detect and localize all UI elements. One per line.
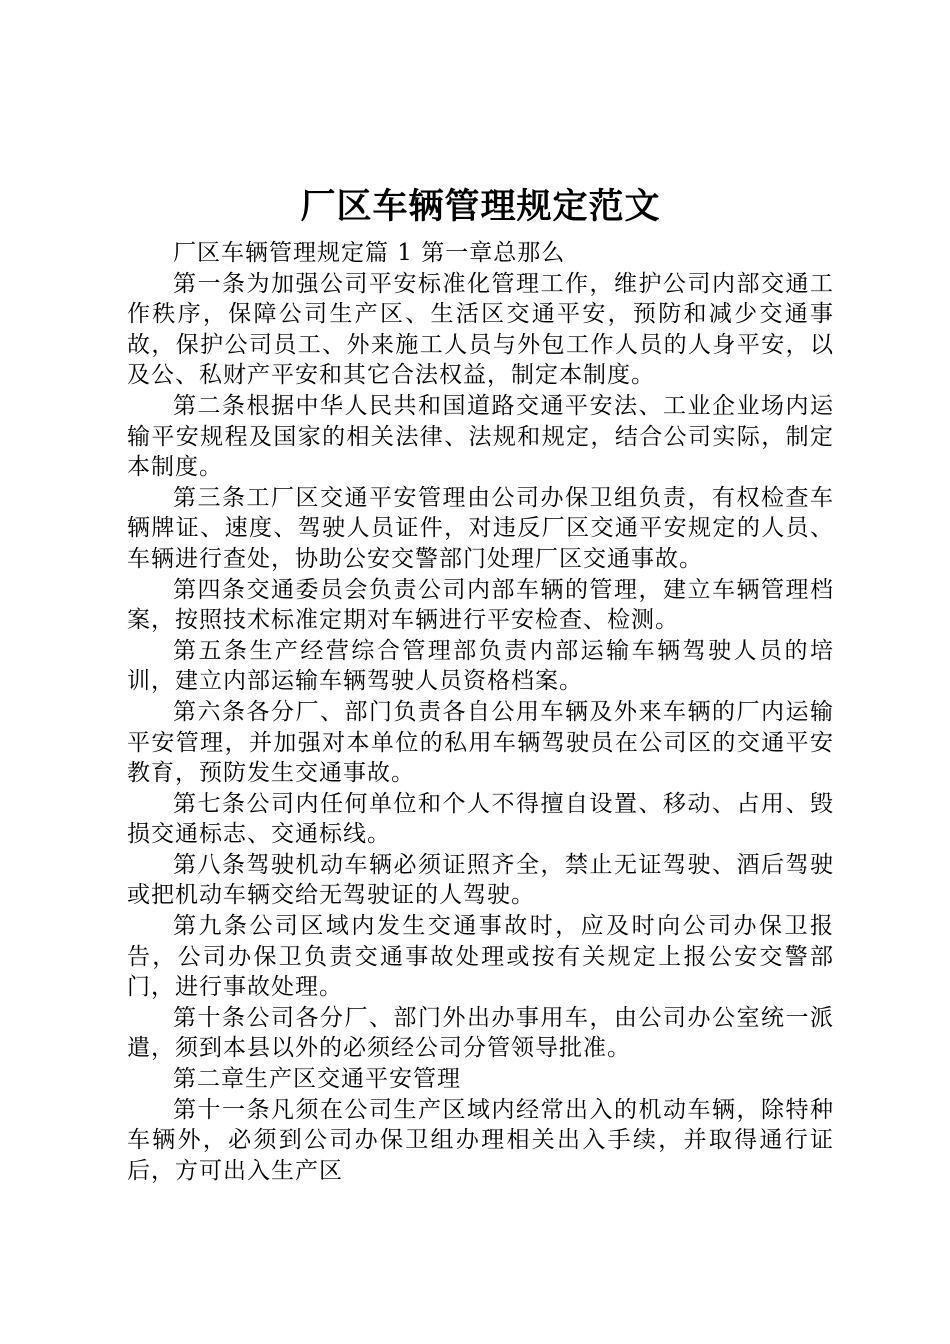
- document-title: 厂区车辆管理规定范文: [300, 187, 661, 227]
- paragraph-article-2: 第二条根据中华人民共和国道路交通平安法、工业企业场内运输平安规程及国家的相关法律、法规和规定，结合公司实际，制定本制度。: [127, 392, 834, 481]
- paragraph-article-8: 第八条驾驶机动车辆必须证照齐全，禁止无证驾驶、酒后驾驶或把机动车辆交给无驾驶证的人驾驶。: [127, 851, 834, 909]
- paragraph-intro: 厂区车辆管理规定篇 1 第一章总那么: [173, 240, 566, 266]
- paragraph-article-6: 第六条各分厂、部门负责各自公用车辆及外来车辆的厂内运输平安管理，并加强对本单位的私用车辆驾驶员在公司区的交通平安教育，预防发生交通事故。: [127, 698, 834, 787]
- paragraph-article-3: 第三条工厂区交通平安管理由公司办保卫组负责，有权检查车辆牌证、速度、驾驶人员证件，对违反厂区交通平安规定的人员、车辆进行查处，协助公安交警部门处理厂区交通事故。: [127, 484, 834, 572]
- paragraph-article-11: 第十一条凡须在公司生产区域内经常出入的机动车辆，除特种车辆外，必须到公司办保卫组办理相关出入手续，并取得通行证后，方可出入生产区: [127, 1096, 834, 1184]
- paragraph-article-7: 第七条公司内任何单位和个人不得擅自设置、移动、占用、毁损交通标志、交通标线。: [127, 790, 834, 848]
- paragraph-article-9: 第九条公司区域内发生交通事故时，应及时向公司办保卫报告，公司办保卫负责交通事故处理或按有关规定上报公安交警部门，进行事故处理。: [127, 913, 834, 1001]
- paragraph-article-1: 第一条为加强公司平安标准化管理工作，维护公司内部交通工作秩序，保障公司生产区、生活区交通平安，预防和减少交通事故，保护公司员工、外来施工人员与外包工作人员的人身平安，以及公、私财产平安和其它合法权益，制定本制度。: [127, 270, 834, 389]
- paragraph-article-4: 第四条交通委员会负责公司内部车辆的管理，建立车辆管理档案，按照技术标准定期对车辆进行平安检查、检测。: [127, 576, 834, 634]
- chapter-heading-2: 第二章生产区交通平安管理: [173, 1066, 461, 1093]
- paragraph-article-10: 第十条公司各分厂、部门外出办事用车，由公司办公室统一派遣，须到本县以外的必须经公司分管领导批准。: [127, 1004, 834, 1062]
- paragraph-article-5: 第五条生产经营综合管理部负责内部运输车辆驾驶人员的培训，建立内部运输车辆驾驶人员资格档案。: [127, 637, 834, 695]
- document-page: [127, 185, 834, 1186]
